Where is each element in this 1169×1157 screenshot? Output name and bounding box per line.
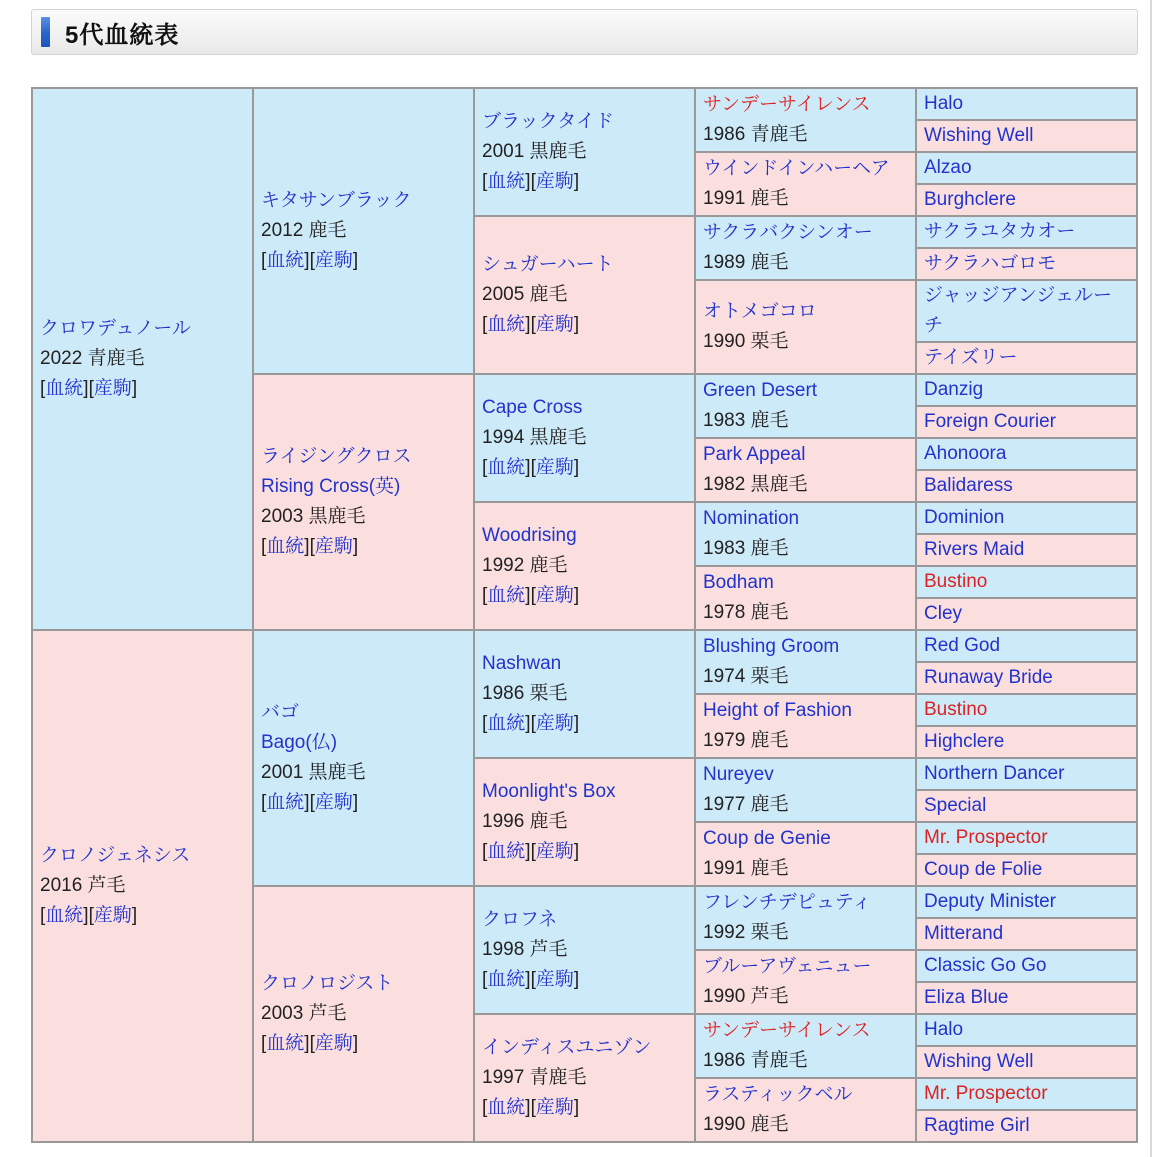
pedigree-cell-gen5-18 xyxy=(916,694,1137,726)
bracket-close: ] xyxy=(525,713,531,734)
offspring-link[interactable]: 産駒 xyxy=(535,1097,574,1118)
bracket-open: [ xyxy=(482,969,488,990)
bracket-close: ] xyxy=(131,378,138,399)
bracket-open: [ xyxy=(261,792,267,813)
horse-info: 1992 栗毛 xyxy=(703,922,789,943)
pedigree-table xyxy=(31,87,1138,1143)
pedigree-cell-gen4-0 xyxy=(695,88,916,152)
pedigree-cell-gen2-3 xyxy=(253,886,474,1142)
horse-name-link[interactable]: ジャッジアンジェルーチ xyxy=(924,285,1113,336)
bracket-open: [ xyxy=(482,585,488,606)
bracket-close: ] xyxy=(573,713,580,734)
pedigree-cell-gen5-17 xyxy=(916,662,1137,694)
horse-name-link[interactable]: Alzao xyxy=(924,157,972,178)
cell-links xyxy=(482,310,687,340)
horse-name-link[interactable]: フレンチデピュティ xyxy=(703,892,872,913)
horse-name-link[interactable]: Cley xyxy=(924,603,963,624)
horse-name-link[interactable]: Ragtime Girl xyxy=(924,1115,1030,1136)
pedigree-cell-gen4-5 xyxy=(695,438,916,502)
bracket-close: ] xyxy=(573,841,580,862)
blood-link[interactable]: 血統 xyxy=(487,1097,526,1118)
offspring-link[interactable]: 産駒 xyxy=(314,536,353,557)
cell-links xyxy=(40,901,245,931)
blood-link[interactable]: 血統 xyxy=(487,585,526,606)
bracket-open: [ xyxy=(482,171,488,192)
horse-info: 2003 黒鹿毛 xyxy=(261,506,366,527)
pedigree-cell-gen5-8 xyxy=(916,374,1137,406)
offspring-link[interactable]: 産駒 xyxy=(535,457,574,478)
horse-info: 1992 鹿毛 xyxy=(482,555,568,576)
horse-info: 1990 芦毛 xyxy=(703,986,789,1007)
horse-name-link[interactable]: サクラハゴロモ xyxy=(924,253,1057,274)
horse-info: 1979 鹿毛 xyxy=(703,730,789,751)
horse-name-link[interactable]: Eliza Blue xyxy=(924,987,1009,1008)
pedigree-cell-gen5-21 xyxy=(916,790,1137,822)
horse-name-link[interactable]: Special xyxy=(924,795,987,816)
horse-name-link[interactable]: Rivers Maid xyxy=(924,539,1025,560)
horse-info: 1998 芦毛 xyxy=(482,939,568,960)
pedigree-cell-gen5-9 xyxy=(916,406,1137,438)
pedigree-cell-gen3-6 xyxy=(474,886,695,1014)
pedigree-row xyxy=(32,630,1137,662)
pedigree-cell-gen4-4 xyxy=(695,374,916,438)
bracket-close: ] xyxy=(573,171,580,192)
horse-name-link[interactable]: Bustino xyxy=(924,571,988,592)
bracket-close: ] xyxy=(525,457,531,478)
horse-name2-link[interactable]: Rising Cross(英) xyxy=(261,476,401,497)
pedigree-cell-gen5-1 xyxy=(916,120,1137,152)
bracket-open: [ xyxy=(40,905,46,926)
pedigree-cell-gen5-19 xyxy=(916,726,1137,758)
horse-name-link[interactable]: Danzig xyxy=(924,379,984,400)
cell-links xyxy=(40,374,245,404)
cell-links xyxy=(261,246,466,276)
horse-name-link[interactable]: Height of Fashion xyxy=(703,700,852,721)
blood-link[interactable]: 血統 xyxy=(487,969,526,990)
bracket-open: [ xyxy=(482,314,488,335)
horse-name-link[interactable]: クロノロジスト xyxy=(261,973,394,994)
horse-info: 2022 青鹿毛 xyxy=(40,348,145,369)
bracket-open: [ xyxy=(309,792,315,813)
pedigree-cell-gen4-15 xyxy=(695,1078,916,1142)
bracket-open: [ xyxy=(482,457,488,478)
bracket-open: [ xyxy=(40,378,46,399)
pedigree-cell-gen3-4 xyxy=(474,630,695,758)
horse-name-link[interactable]: Mr. Prospector xyxy=(924,827,1048,848)
horse-name-link[interactable]: サンデーサイレンス xyxy=(703,94,871,115)
horse-info: 1986 青鹿毛 xyxy=(703,124,808,145)
horse-name-link[interactable]: ウインドインハーヘア xyxy=(703,158,890,179)
pedigree-cell-gen5-12 xyxy=(916,502,1137,534)
horse-name-link[interactable]: Northern Dancer xyxy=(924,763,1065,784)
bracket-close: ] xyxy=(352,250,359,271)
bracket-open: [ xyxy=(88,378,94,399)
horse-name-link[interactable]: Wishing Well xyxy=(924,125,1034,146)
pedigree-cell-gen5-3 xyxy=(916,184,1137,216)
horse-name-link[interactable]: クロワデュノール xyxy=(40,318,191,339)
pedigree-cell-gen5-30 xyxy=(916,1078,1137,1110)
bracket-open: [ xyxy=(530,1097,536,1118)
bracket-close: ] xyxy=(83,905,89,926)
bracket-open: [ xyxy=(530,841,536,862)
horse-info: 1996 鹿毛 xyxy=(482,811,568,832)
bracket-close: ] xyxy=(525,1097,531,1118)
pedigree-cell-gen5-23 xyxy=(916,854,1137,886)
cell-links xyxy=(261,788,466,818)
pedigree-cell-gen3-1 xyxy=(474,216,695,374)
pedigree-cell-gen5-13 xyxy=(916,534,1137,566)
bracket-open: [ xyxy=(88,905,94,926)
pedigree-cell-gen2-2 xyxy=(253,630,474,886)
horse-name-link[interactable]: Highclere xyxy=(924,731,1005,752)
blood-link[interactable]: 血統 xyxy=(487,457,526,478)
bracket-open: [ xyxy=(261,1033,267,1054)
cell-links xyxy=(482,167,687,197)
bracket-close: ] xyxy=(352,536,359,557)
horse-name-link[interactable]: Deputy Minister xyxy=(924,891,1056,912)
pedigree-cell-gen5-10 xyxy=(916,438,1137,470)
pedigree-cell-gen5-11 xyxy=(916,470,1137,502)
horse-name-link[interactable]: Mr. Prospector xyxy=(924,1083,1048,1104)
pedigree-cell-gen5-26 xyxy=(916,950,1137,982)
bracket-close: ] xyxy=(525,171,531,192)
horse-name-link[interactable]: Foreign Courier xyxy=(924,411,1056,432)
horse-name-link[interactable]: Coup de Folie xyxy=(924,859,1043,880)
offspring-link[interactable]: 産駒 xyxy=(535,171,574,192)
pedigree-cell-gen4-2 xyxy=(695,216,916,280)
pedigree-cell-gen4-1 xyxy=(695,152,916,216)
pedigree-cell-gen4-7 xyxy=(695,566,916,630)
bracket-open: [ xyxy=(530,314,536,335)
pedigree-cell-gen5-2 xyxy=(916,152,1137,184)
horse-name-link[interactable]: テイズリー xyxy=(924,347,1018,368)
horse-name-link[interactable]: Ahonoora xyxy=(924,443,1007,464)
cell-links xyxy=(261,532,466,562)
pedigree-cell-gen2-1 xyxy=(253,374,474,630)
offspring-link[interactable]: 産駒 xyxy=(535,841,574,862)
horse-name-link[interactable]: オトメゴコロ xyxy=(703,301,817,322)
bracket-close: ] xyxy=(352,792,359,813)
pedigree-cell-gen2-0 xyxy=(253,88,474,374)
pedigree-cell-gen3-7 xyxy=(474,1014,695,1142)
pedigree-cell-gen5-27 xyxy=(916,982,1137,1014)
header-accent-bar xyxy=(41,17,50,47)
horse-info: 2012 鹿毛 xyxy=(261,220,347,241)
horse-info: 1986 青鹿毛 xyxy=(703,1050,808,1071)
pedigree-cell-gen5-7 xyxy=(916,342,1137,374)
blood-link[interactable]: 血統 xyxy=(266,792,305,813)
horse-name-link[interactable]: Bustino xyxy=(924,699,988,720)
horse-name-link[interactable]: Dominion xyxy=(924,507,1005,528)
offspring-link[interactable]: 産駒 xyxy=(535,713,574,734)
pedigree-cell-gen3-0 xyxy=(474,88,695,216)
bracket-open: [ xyxy=(530,457,536,478)
horse-info: 2003 芦毛 xyxy=(261,1003,347,1024)
bracket-open: [ xyxy=(309,536,315,557)
bracket-close: ] xyxy=(525,585,531,606)
pedigree-cell-gen1-0 xyxy=(32,88,253,630)
offspring-link[interactable]: 産駒 xyxy=(314,1033,353,1054)
horse-name-link[interactable]: Moonlight's Box xyxy=(482,781,616,802)
pedigree-table-body xyxy=(32,88,1137,1142)
horse-name-link[interactable]: Nomination xyxy=(703,508,800,529)
bracket-open: [ xyxy=(261,250,267,271)
horse-info: 2001 黒鹿毛 xyxy=(261,762,366,783)
bracket-open: [ xyxy=(530,585,536,606)
blood-link[interactable]: 血統 xyxy=(487,713,526,734)
pedigree-cell-gen1-1 xyxy=(32,630,253,1142)
bracket-close: ] xyxy=(304,536,310,557)
pedigree-cell-gen4-13 xyxy=(695,950,916,1014)
bracket-open: [ xyxy=(309,250,315,271)
horse-info: 1994 黒鹿毛 xyxy=(482,427,587,448)
page-right-edge-line xyxy=(1150,0,1152,1157)
blood-link[interactable]: 血統 xyxy=(45,905,84,926)
horse-name-link[interactable]: Coup de Genie xyxy=(703,828,831,849)
pedigree-cell-gen5-4 xyxy=(916,216,1137,248)
bracket-close: ] xyxy=(525,314,531,335)
horse-name-link[interactable]: バゴ xyxy=(261,702,300,723)
bracket-close: ] xyxy=(304,792,310,813)
pedigree-cell-gen4-8 xyxy=(695,630,916,694)
blood-link[interactable]: 血統 xyxy=(45,378,84,399)
pedigree-cell-gen5-16 xyxy=(916,630,1137,662)
horse-name-link[interactable]: Green Desert xyxy=(703,380,818,401)
horse-info: 1986 栗毛 xyxy=(482,683,568,704)
horse-name-link[interactable]: ブラックタイド xyxy=(482,111,614,132)
horse-info: 1990 鹿毛 xyxy=(703,1114,789,1135)
pedigree-cell-gen5-15 xyxy=(916,598,1137,630)
bracket-close: ] xyxy=(573,585,580,606)
bracket-close: ] xyxy=(573,457,580,478)
horse-name-link[interactable]: ライジングクロス xyxy=(261,446,412,467)
pedigree-cell-gen4-10 xyxy=(695,758,916,822)
horse-info: 1982 黒鹿毛 xyxy=(703,474,808,495)
pedigree-cell-gen4-9 xyxy=(695,694,916,758)
pedigree-cell-gen3-5 xyxy=(474,758,695,886)
bracket-open: [ xyxy=(530,713,536,734)
blood-link[interactable]: 血統 xyxy=(266,1033,305,1054)
pedigree-cell-gen5-29 xyxy=(916,1046,1137,1078)
cell-links xyxy=(261,1029,466,1059)
offspring-link[interactable]: 産駒 xyxy=(535,314,574,335)
horse-name-link[interactable]: Runaway Bride xyxy=(924,667,1053,688)
horse-info: 1991 鹿毛 xyxy=(703,858,789,879)
blood-link[interactable]: 血統 xyxy=(487,314,526,335)
horse-name-link[interactable]: Blushing Groom xyxy=(703,636,840,657)
horse-info: 2005 鹿毛 xyxy=(482,284,568,305)
bracket-open: [ xyxy=(309,1033,315,1054)
horse-name-link[interactable]: ブルーアヴェニュー xyxy=(703,956,872,977)
horse-name-link[interactable]: ラスティックベル xyxy=(703,1084,853,1105)
pedigree-cell-gen3-2 xyxy=(474,374,695,502)
pedigree-cell-gen4-3 xyxy=(695,280,916,374)
horse-name-link[interactable]: サンデーサイレンス xyxy=(703,1020,871,1041)
blood-link[interactable]: 血統 xyxy=(266,536,305,557)
offspring-link[interactable]: 産駒 xyxy=(314,792,353,813)
pedigree-cell-gen4-12 xyxy=(695,886,916,950)
pedigree-cell-gen5-5 xyxy=(916,248,1137,280)
horse-info: 2016 芦毛 xyxy=(40,875,126,896)
offspring-link[interactable]: 産駒 xyxy=(535,969,574,990)
offspring-link[interactable]: 産駒 xyxy=(93,378,132,399)
horse-name-link[interactable]: Balidaress xyxy=(924,475,1013,496)
cell-links xyxy=(482,837,687,867)
horse-name-link[interactable]: Burghclere xyxy=(924,189,1016,210)
bracket-close: ] xyxy=(525,969,531,990)
cell-links xyxy=(482,453,687,483)
horse-info: 1978 鹿毛 xyxy=(703,602,789,623)
pedigree-cell-gen5-20 xyxy=(916,758,1137,790)
horse-name-link[interactable]: クロフネ xyxy=(482,909,558,930)
horse-name-link[interactable]: キタサンブラック xyxy=(261,190,412,211)
bracket-open: [ xyxy=(482,841,488,862)
horse-name-link[interactable]: Halo xyxy=(924,1019,964,1040)
horse-name-link[interactable]: シュガーハート xyxy=(482,254,614,275)
horse-name-link[interactable]: Park Appeal xyxy=(703,444,806,465)
horse-name-link[interactable]: Cape Cross xyxy=(482,397,583,418)
horse-name-link[interactable]: Wishing Well xyxy=(924,1051,1034,1072)
bracket-close: ] xyxy=(304,1033,310,1054)
horse-name-link[interactable]: Halo xyxy=(924,93,964,114)
horse-name-link[interactable]: Nashwan xyxy=(482,653,562,674)
horse-info: 1990 栗毛 xyxy=(703,331,789,352)
pedigree-cell-gen4-11 xyxy=(695,822,916,886)
horse-name-link[interactable]: Woodrising xyxy=(482,525,577,546)
horse-name-link[interactable]: Bodham xyxy=(703,572,774,593)
horse-info: 1991 鹿毛 xyxy=(703,188,789,209)
bracket-close: ] xyxy=(304,250,310,271)
horse-info: 1983 鹿毛 xyxy=(703,538,789,559)
horse-name-link[interactable]: サクラユタカオー xyxy=(924,221,1076,242)
blood-link[interactable]: 血統 xyxy=(487,171,526,192)
bracket-close: ] xyxy=(131,905,138,926)
horse-info: 1974 栗毛 xyxy=(703,666,789,687)
horse-info: 2001 黒鹿毛 xyxy=(482,141,587,162)
horse-info: 1977 鹿毛 xyxy=(703,794,789,815)
offspring-link[interactable]: 産駒 xyxy=(314,250,353,271)
bracket-close: ] xyxy=(83,378,89,399)
pedigree-cell-gen5-22 xyxy=(916,822,1137,854)
offspring-link[interactable]: 産駒 xyxy=(93,905,132,926)
bracket-close: ] xyxy=(573,969,580,990)
pedigree-cell-gen5-14 xyxy=(916,566,1137,598)
pedigree-cell-gen5-6 xyxy=(916,280,1137,342)
pedigree-cell-gen5-25 xyxy=(916,918,1137,950)
section-header xyxy=(31,9,1138,55)
blood-link[interactable]: 血統 xyxy=(266,250,305,271)
horse-name-link[interactable]: Nureyev xyxy=(703,764,774,785)
horse-name-link[interactable]: Red God xyxy=(924,635,1001,656)
horse-info: 1997 青鹿毛 xyxy=(482,1067,587,1088)
pedigree-row xyxy=(32,88,1137,120)
bracket-close: ] xyxy=(352,1033,359,1054)
horse-name-link[interactable]: インディスユニゾン xyxy=(482,1037,652,1058)
bracket-open: [ xyxy=(530,969,536,990)
pedigree-cell-gen5-0 xyxy=(916,88,1137,120)
pedigree-cell-gen5-24 xyxy=(916,886,1137,918)
pedigree-cell-gen5-28 xyxy=(916,1014,1137,1046)
cell-links xyxy=(482,581,687,611)
bracket-close: ] xyxy=(525,841,531,862)
horse-info: 1983 鹿毛 xyxy=(703,410,789,431)
horse-name-link[interactable]: Mitterand xyxy=(924,923,1004,944)
horse-name-link[interactable]: クロノジェネシス xyxy=(40,845,191,866)
pedigree-cell-gen4-14 xyxy=(695,1014,916,1078)
bracket-close: ] xyxy=(573,1097,580,1118)
bracket-open: [ xyxy=(261,536,267,557)
bracket-open: [ xyxy=(530,171,536,192)
horse-info: 1989 鹿毛 xyxy=(703,252,789,273)
cell-links xyxy=(482,1093,687,1123)
bracket-close: ] xyxy=(573,314,580,335)
pedigree-cell-gen3-3 xyxy=(474,502,695,630)
bracket-open: [ xyxy=(482,1097,488,1118)
pedigree-cell-gen5-31 xyxy=(916,1110,1137,1142)
horse-name2-link[interactable]: Bago(仏) xyxy=(261,732,338,753)
offspring-link[interactable]: 産駒 xyxy=(535,585,574,606)
cell-links xyxy=(482,709,687,739)
cell-links xyxy=(482,965,687,995)
blood-link[interactable]: 血統 xyxy=(487,841,526,862)
pedigree-cell-gen4-6 xyxy=(695,502,916,566)
page-title: 5代血統表 xyxy=(65,21,180,49)
bracket-open: [ xyxy=(482,713,488,734)
horse-name-link[interactable]: サクラバクシンオー xyxy=(703,222,873,243)
horse-name-link[interactable]: Classic Go Go xyxy=(924,955,1047,976)
